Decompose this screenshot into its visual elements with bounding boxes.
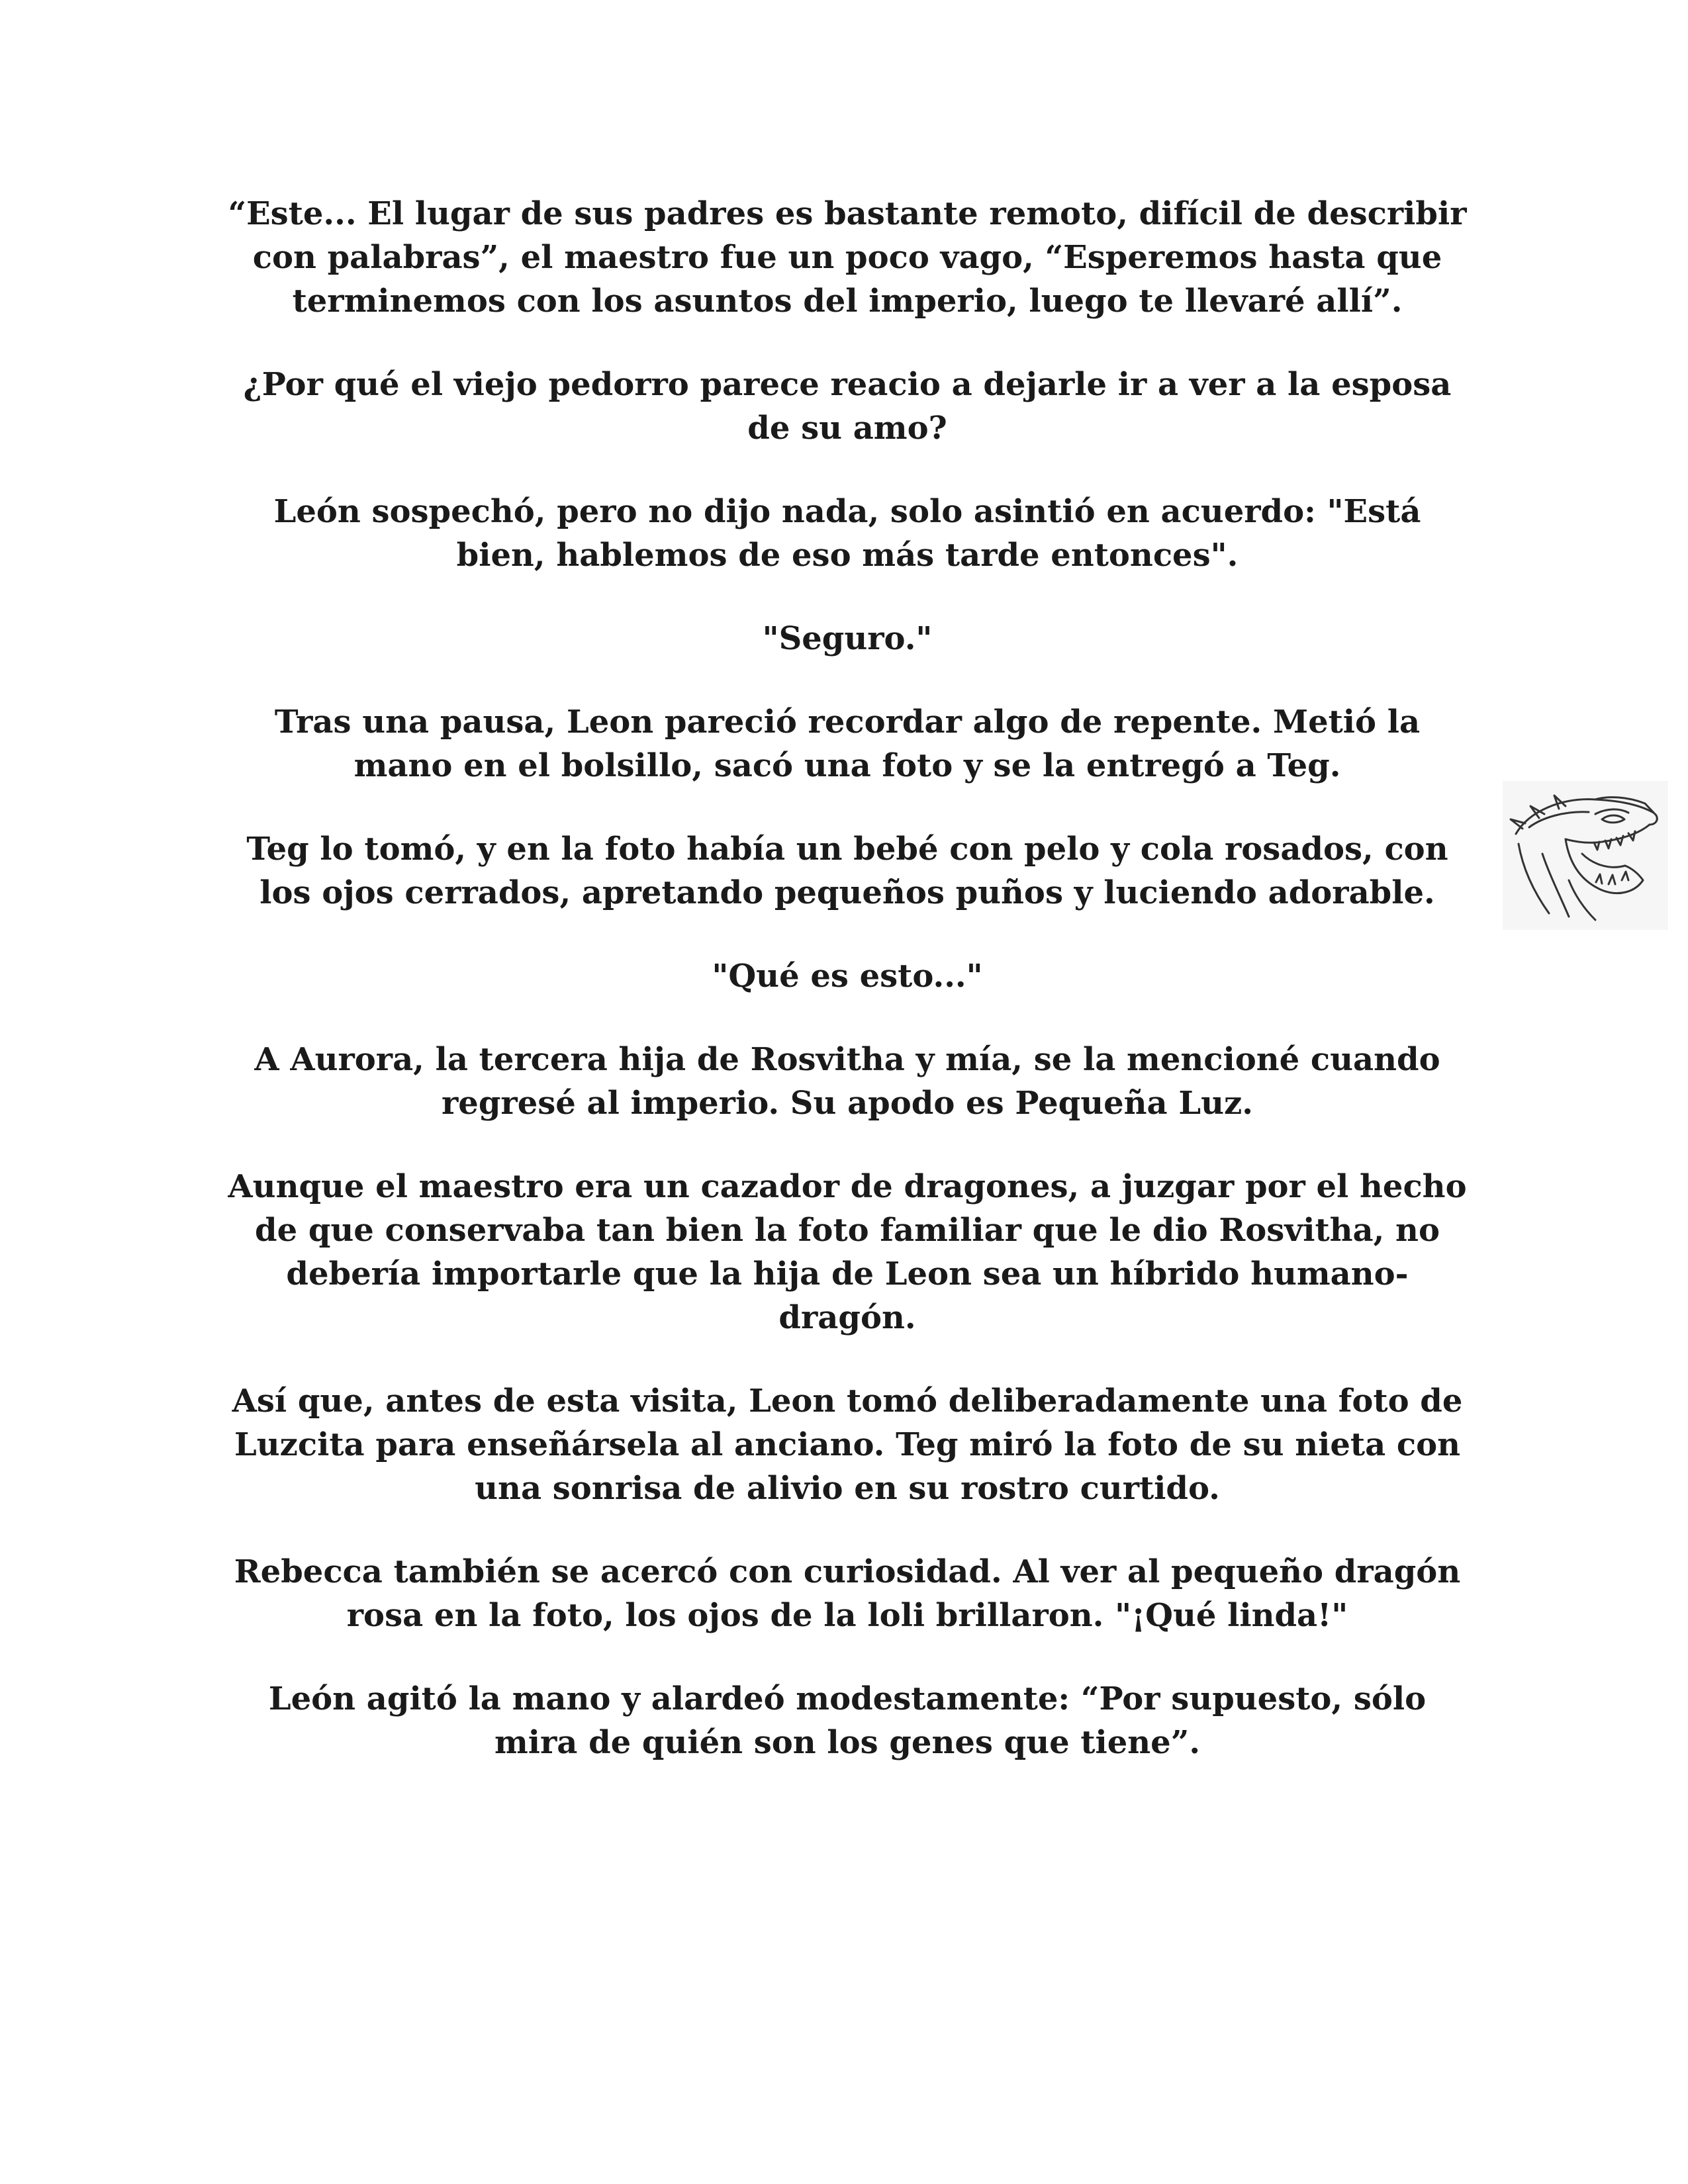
paragraph-7: "Qué es esto..." — [712, 958, 983, 995]
paragraph-4: "Seguro." — [762, 620, 933, 657]
paragraph-10: Así que, antes de esta visita, Leon tomó deliberadamente una foto de Luzcita para enseñársela al anciano. Teg miró la foto de su nieta con una sonrisa de alivio en su rostro curtido. — [232, 1383, 1463, 1507]
paragraph-2: ¿Por qué el viejo pedorro parece reacio a dejarle ir a ver a la esposa de su amo? — [243, 366, 1452, 447]
paragraph-1: “Este... El lugar de sus padres es bastante remoto, difícil de describir con palabras”, el maestro fue un poco vago, “Esperemos hasta que terminemos con los asuntos del imperio, luego te llevaré allí”. — [228, 195, 1467, 320]
paragraph-5: Tras una pausa, Leon pareció recordar algo de repente. Metió la mano en el bolsillo, sacó una foto y se la entregó a Teg. — [274, 704, 1421, 784]
page-body — [225, 192, 1470, 1804]
paragraph-6: Teg lo tomó, y en la foto había un bebé con pelo y cola rosados, con los ojos cerrados, apretando pequeños puños y luciendo adorable. — [246, 831, 1448, 911]
paragraph-11: Rebecca también se acercó con curiosidad. Al ver al pequeño dragón rosa en la foto, los ojos de la loli brillaron. "¡Qué linda!" — [234, 1553, 1461, 1634]
paragraph-3: León sospechó, pero no dijo nada, solo asintió en acuerdo: "Está bien, hablemos de eso más tarde entonces". — [273, 493, 1421, 574]
paragraph-12: León agitó la mano y alardeó modestamente: “Por supuesto, sólo mira de quién son los genes que tiene”. — [268, 1680, 1427, 1761]
paragraph-9: Aunque el maestro era un cazador de dragones, a juzgar por el hecho de que conservaba tan bien la foto familiar que le dio Rosvitha, no debería importarle que la hija de Leon sea un híbrido humano-dragón. — [228, 1168, 1467, 1336]
dragon-head-svg — [1503, 781, 1668, 930]
dragon-head-sketch-icon — [1503, 781, 1668, 930]
paragraph-8: A Aurora, la tercera hija de Rosvitha y mía, se la mencioné cuando regresé al imperio. Su apodo es Pequeña Luz. — [254, 1041, 1440, 1122]
